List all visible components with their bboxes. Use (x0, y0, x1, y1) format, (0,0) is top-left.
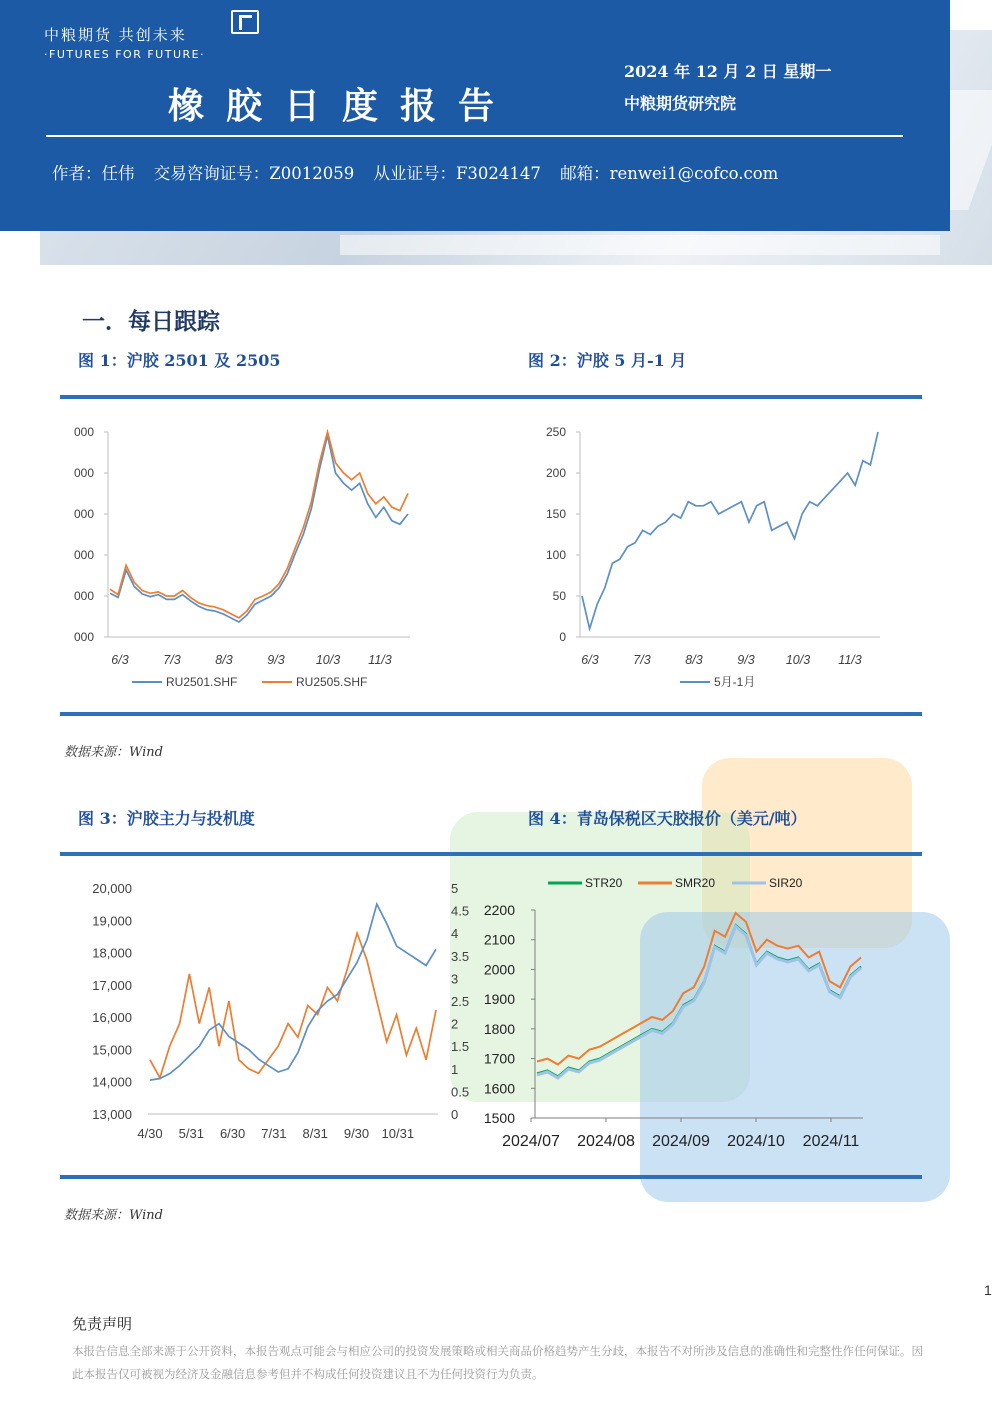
y-right-tick-label: 4.5 (451, 903, 470, 919)
y-tick-label: 1500 (483, 1110, 515, 1126)
author-email: 邮箱：renwei1@cofco.com (560, 164, 779, 183)
x-tick-label: 10/31 (381, 1126, 415, 1141)
x-tick-label: 8/3 (685, 653, 703, 667)
rule-bottom-1 (60, 712, 922, 716)
logo-cn: 中粮期货 共创未来 (44, 26, 187, 44)
x-tick-label: 10/3 (785, 653, 811, 667)
x-tick-label: 2024/07 (502, 1133, 560, 1150)
y-right-tick-label: 0.5 (451, 1084, 470, 1100)
x-tick-label: 9/3 (737, 653, 755, 667)
disclaimer-title: 免责声明 (72, 1315, 133, 1333)
y-tick-label: 000 (73, 507, 94, 521)
company-logo (44, 24, 205, 61)
fig2-title: 图 2：沪胶 5 月-1 月 (528, 351, 687, 370)
x-tick-label: 9/3 (267, 653, 285, 667)
y-tick-label: 1700 (483, 1050, 515, 1067)
y-right-tick-label: 5 (451, 881, 459, 896)
x-tick-label: 7/3 (633, 653, 651, 667)
y-tick-label: 000 (73, 466, 94, 480)
y-tick-label: 1800 (483, 1020, 515, 1037)
y-left-tick-label: 14,000 (92, 1074, 132, 1090)
y-tick-label: 200 (545, 466, 566, 480)
y-left-tick-label: 13,000 (92, 1107, 132, 1122)
y-right-tick-label: 0 (451, 1107, 459, 1122)
series-line (537, 926, 861, 1078)
rule-bottom-2 (60, 1175, 922, 1179)
y-tick-label: 2100 (483, 931, 515, 948)
y-left-tick-label: 15,000 (92, 1042, 132, 1058)
y-tick-label: 2200 (483, 902, 515, 918)
y-left-tick-label: 20,000 (92, 881, 132, 896)
legend-label: RU2501.SHF (166, 675, 238, 689)
y-right-tick-label: 1.5 (451, 1039, 470, 1055)
y-right-tick-label: 2 (451, 1016, 459, 1032)
y-right-tick-label: 3 (451, 971, 459, 987)
x-tick-label: 11/3 (838, 653, 862, 667)
y-right-tick-label: 4 (451, 926, 459, 942)
y-tick-label: 000 (73, 630, 94, 644)
y-tick-label: 000 (73, 425, 94, 439)
chart-ru-spread-5-1 (520, 410, 920, 700)
x-tick-label: 11/3 (368, 653, 392, 667)
x-tick-label: 6/30 (219, 1126, 246, 1141)
x-tick-label: 2024/09 (652, 1133, 710, 1150)
y-left-tick-label: 17,000 (92, 977, 132, 993)
header-divider (46, 135, 903, 137)
disclaimer-text: 本报告信息全部来源于公开资料，本报告观点可能会与相应公司的投资发展策略或相关商品价格趋势产生分歧，本报告不对所涉及信息的准确性和完整性作任何保证。因此本报告仅可被视为经济及金融信息参考但并不构成任何投资建议且不为任何投资行为负责。 (72, 1344, 923, 1381)
x-tick-label: 7/3 (163, 653, 181, 667)
x-tick-label: 4/30 (137, 1126, 163, 1141)
logo-en: ·FUTURES FOR FUTURE· (44, 48, 206, 61)
license-number: 交易咨询证号：Z0012059 (153, 164, 355, 183)
x-tick-label: 8/3 (215, 653, 233, 667)
series-line (110, 432, 408, 618)
legend-label: SMR20 (675, 876, 716, 890)
y-right-tick-label: 2.5 (451, 994, 470, 1009)
report-date: 2024 年 12 月 2 日 星期一 (624, 62, 832, 81)
rule-top-1 (60, 395, 922, 399)
chart-ru2501-ru2505 (60, 410, 440, 700)
legend-label: 5月-1月 (714, 675, 756, 689)
x-tick-label: 2024/11 (802, 1133, 860, 1150)
fig3-title: 图 3：沪胶主力与投机度 (78, 809, 255, 828)
x-tick-label: 6/3 (111, 653, 129, 667)
series-line-speculation (150, 933, 436, 1078)
author-line (52, 160, 792, 184)
rule-top-2 (60, 852, 922, 856)
x-tick-label: 10/3 (315, 653, 341, 667)
y-tick-label: 150 (545, 507, 566, 521)
x-tick-label: 7/31 (261, 1126, 287, 1141)
y-right-tick-label: 1 (451, 1061, 459, 1077)
x-tick-label: 2024/10 (727, 1133, 785, 1150)
fig1-title: 图 1：沪胶 2501 及 2505 (78, 351, 281, 370)
y-tick-label: 1900 (483, 991, 515, 1008)
x-tick-label: 8/31 (302, 1126, 328, 1141)
y-right-tick-label: 3.5 (451, 948, 470, 964)
chart-main-speculation (60, 868, 490, 1168)
practice-number: 从业证号：F3024147 (373, 164, 541, 183)
x-tick-label: 6/3 (581, 653, 599, 667)
y-tick-label: 50 (552, 589, 566, 603)
source-1: 数据来源：Wind (64, 745, 163, 760)
y-tick-label: 2000 (483, 961, 515, 978)
section-title: 一．每日跟踪 (82, 308, 220, 335)
y-tick-label: 250 (545, 425, 566, 439)
y-tick-label: 1600 (483, 1080, 515, 1097)
y-left-tick-label: 16,000 (92, 1010, 132, 1026)
x-tick-label: 9/30 (343, 1126, 370, 1141)
y-left-tick-label: 18,000 (92, 945, 132, 961)
fig4-title: 图 4：青岛保税区天胶报价（美元/吨） (528, 809, 807, 828)
chart-qingdao-bonded (480, 868, 920, 1168)
report-title: 橡胶日度报告 (168, 85, 517, 127)
legend-label: RU2505.SHF (296, 675, 368, 689)
page-number: 1 (984, 1282, 992, 1298)
report-org: 中粮期货研究院 (624, 94, 737, 113)
series-line (110, 435, 408, 622)
x-tick-label: 2024/08 (577, 1133, 635, 1150)
y-tick-label: 100 (545, 548, 566, 562)
y-left-tick-label: 19,000 (92, 913, 132, 929)
y-tick-label: 000 (73, 548, 94, 562)
y-tick-label: 000 (73, 589, 94, 603)
y-tick-label: 0 (559, 630, 566, 644)
author-name: 作者：任伟 (52, 164, 135, 183)
source-2: 数据来源：Wind (64, 1208, 163, 1223)
logo-mark-icon (231, 10, 259, 34)
legend-label: SIR20 (769, 876, 803, 890)
x-tick-label: 5/31 (178, 1126, 204, 1141)
series-line (582, 432, 878, 629)
legend-label: STR20 (585, 876, 623, 890)
